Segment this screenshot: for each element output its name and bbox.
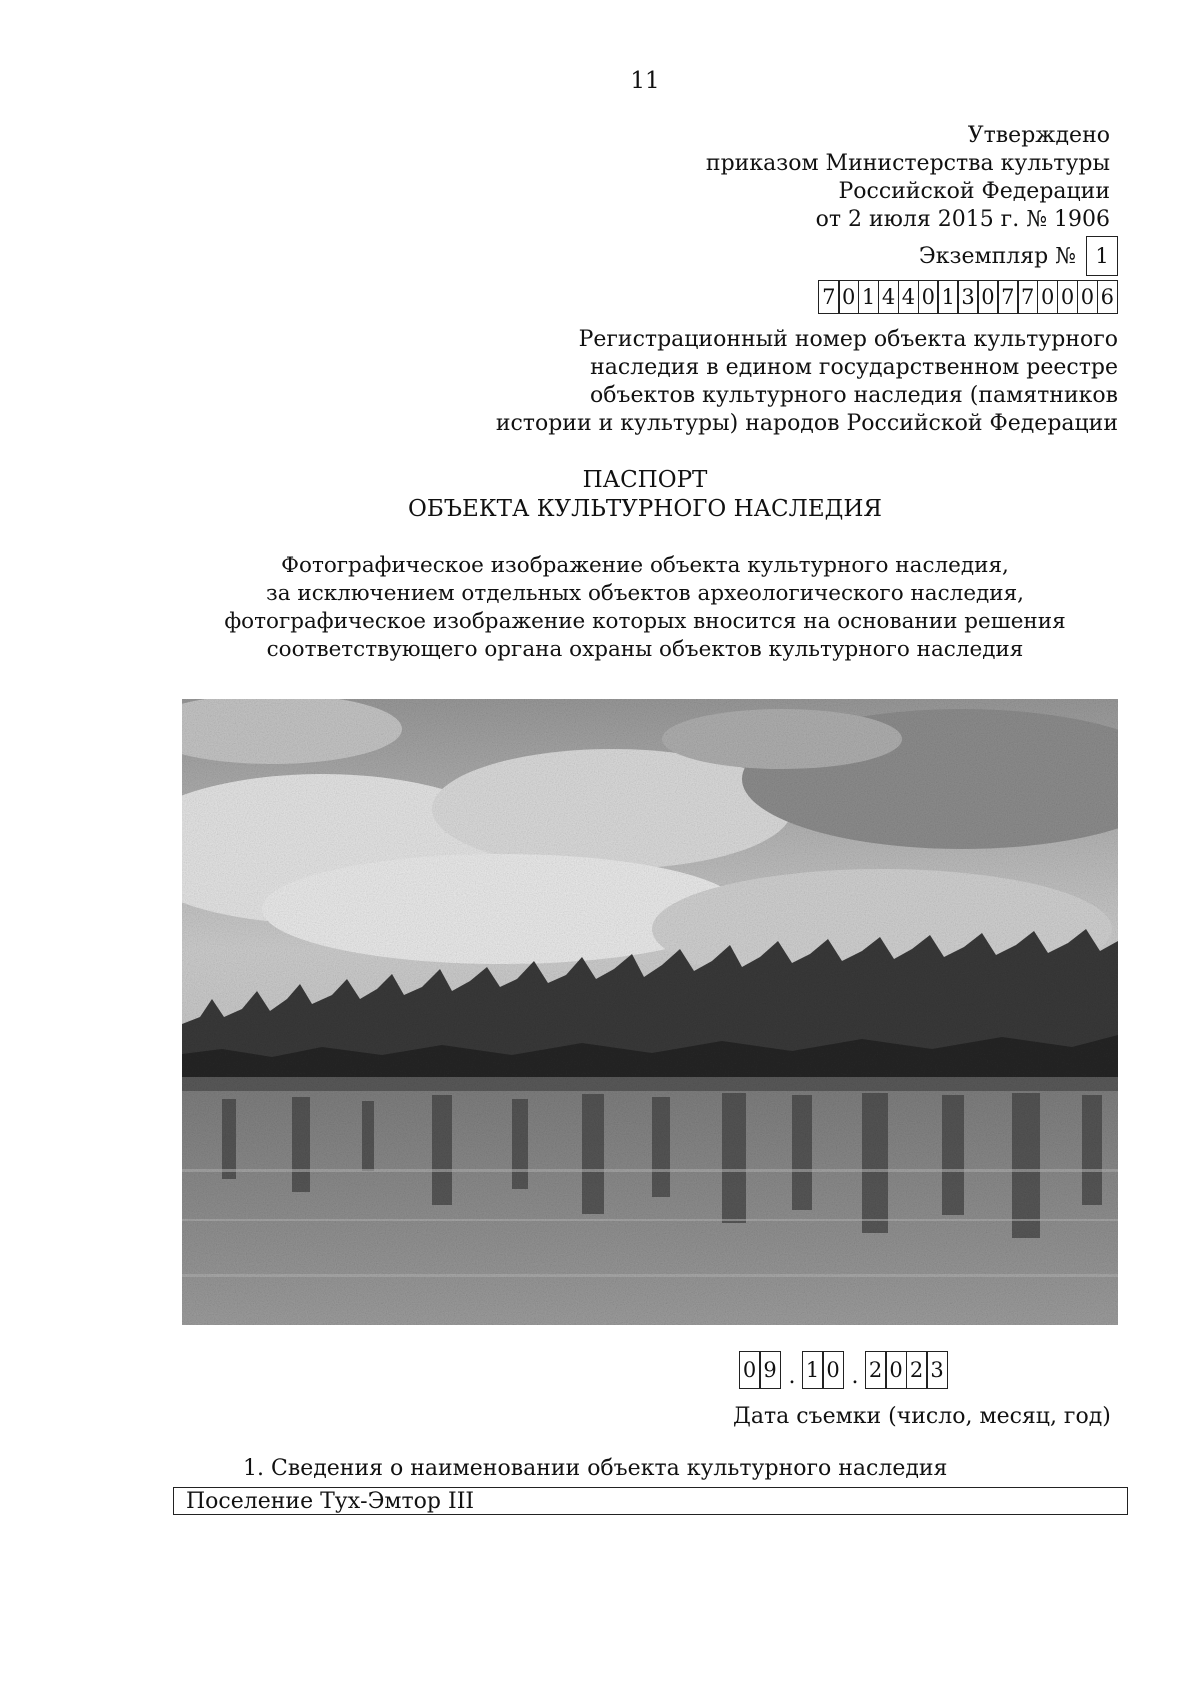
date-digit: 1 [802,1351,824,1389]
registration-caption [496,326,1118,438]
photo-heading-line: соответствующего органа охраны объектов культурного наследия [266,637,1024,662]
date-digit: 9 [759,1351,781,1389]
date-digit: 0 [885,1351,907,1389]
date-digit: 0 [822,1351,844,1389]
registration-number [820,280,1118,314]
date-separator: . [788,1364,796,1389]
registration-digit: 0 [977,280,998,314]
registration-caption-line: объектов культурного наследия (памятников [590,383,1118,408]
registration-caption-line: наследия в едином государственном реестре [590,355,1118,380]
registration-digit: 0 [918,280,939,314]
approval-line: от 2 июля 2015 г. № 1906 [815,207,1110,232]
page-number: 11 [630,68,660,94]
registration-digit: 3 [957,280,978,314]
title-line-1: ПАСПОРТ [582,467,708,493]
shoot-date-month [803,1351,844,1389]
registration-digit: 0 [1037,280,1058,314]
lake-with-forest-photo [182,699,1118,1325]
title-line-2: ОБЪЕКТА КУЛЬТУРНОГО НАСЛЕДИЯ [408,496,882,522]
section-1-title: 1. Сведения о наименовании объекта культурного наследия [243,1456,948,1481]
shoot-date-caption: Дата съемки (число, месяц, год) [733,1404,1111,1429]
date-digit: 2 [906,1351,928,1389]
shoot-date [740,1351,948,1389]
approval-line: приказом Министерства культуры [705,151,1110,176]
registration-caption-line: истории и культуры) народов Российской Федерации [495,411,1118,436]
registration-digit: 6 [1097,280,1118,314]
date-digit: 2 [865,1351,887,1389]
approval-block [706,122,1110,234]
document-title [0,466,1200,524]
photo-heading-line: фотографическое изображение которых вносится на основании решения [224,609,1066,634]
approval-line: Российской Федерации [838,179,1110,204]
registration-digit: 7 [818,280,839,314]
registration-digit: 4 [898,280,919,314]
date-digit: 0 [739,1351,761,1389]
registration-digit: 0 [1077,280,1098,314]
copy-number-row [919,236,1118,276]
registration-digit: 1 [937,280,958,314]
photo-section-heading [0,552,1200,664]
registration-caption-line: Регистрационный номер объекта культурного [578,327,1118,352]
date-digit: 3 [926,1351,948,1389]
registration-digit: 0 [1057,280,1078,314]
copy-number-box: 1 [1086,236,1118,276]
registration-digit: 1 [858,280,879,314]
approval-line: Утверждено [967,123,1110,148]
shoot-date-day [740,1351,781,1389]
registration-digit: 7 [997,280,1018,314]
object-name-value: Поселение Тух-Эмтор III [186,1489,475,1514]
shoot-date-year [866,1351,948,1389]
date-separator: . [851,1364,859,1389]
copy-number-label: Экземпляр № [918,243,1076,269]
photo-heading-line: за исключением отдельных объектов археологического наследия, [265,581,1025,606]
registration-digit: 0 [838,280,859,314]
registration-digit: 4 [878,280,899,314]
photo-heading-line: Фотографическое изображение объекта культурного наследия, [281,553,1009,578]
registration-digit: 7 [1017,280,1038,314]
object-name-field [173,1487,1128,1515]
